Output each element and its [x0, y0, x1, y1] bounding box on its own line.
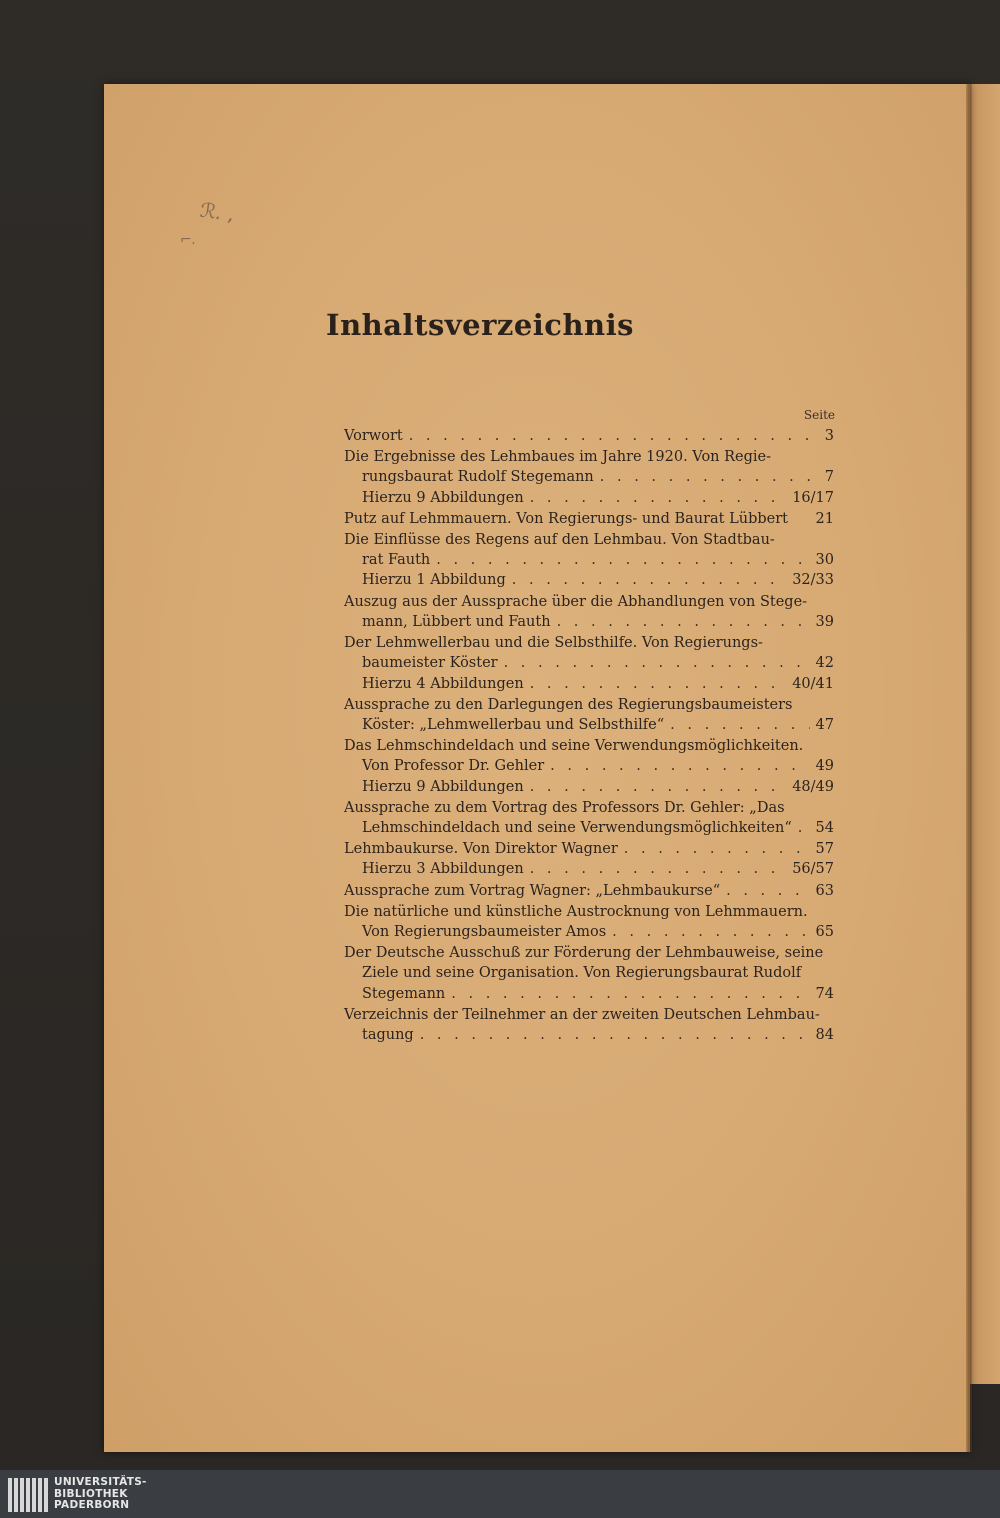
toc-entry-text: Ziele und seine Organisation. Von Regierungsbaurat Rudolf	[362, 965, 802, 982]
toc-line	[344, 467, 834, 487]
page-column-header: Seite	[803, 408, 835, 422]
toc-page-number: 42	[815, 655, 834, 672]
toc-entry-text: Hierzu 4 Abbildungen	[362, 675, 524, 692]
toc-line	[344, 881, 834, 901]
toc-entry-text: Der Lehmwellerbau und die Selbsthilfe. Von Regierungs-	[344, 634, 763, 651]
toc-line	[344, 943, 834, 963]
toc-entry-text: Putz auf Lehmmauern. Von Regierungs- und Baurat Lübbert	[344, 510, 788, 527]
toc-page-number: 7	[824, 469, 834, 486]
toc-page-number: 47	[815, 716, 834, 733]
dot-leader	[530, 859, 787, 879]
dot-leader	[530, 488, 787, 508]
toc-line	[344, 612, 834, 632]
toc-line	[344, 653, 834, 673]
toc-line	[344, 777, 834, 797]
dot-leader	[409, 426, 819, 446]
toc-line	[344, 756, 834, 776]
page-fold	[966, 84, 972, 1452]
toc-page-number: 16/17	[792, 489, 834, 506]
toc-entry-text: tagung	[362, 1026, 414, 1043]
toc-entry-text: Hierzu 9 Abbildungen	[362, 489, 524, 506]
toc-entry-text: Hierzu 3 Abbildungen	[362, 861, 524, 878]
toc-page-number: 56/57	[792, 861, 834, 878]
toc-page-number: 54	[815, 820, 834, 837]
pencil-mark: ℛ. ,	[198, 197, 237, 227]
toc-entry-text: baumeister Köster	[362, 655, 498, 672]
toc-entry-text: rungsbaurat Rudolf Stegemann	[362, 469, 594, 486]
toc-page-number: 32/33	[792, 572, 834, 589]
toc-line	[344, 1025, 834, 1045]
dot-leader	[436, 550, 809, 570]
toc-page-number: 40/41	[792, 675, 834, 692]
toc-line	[344, 818, 834, 838]
toc-line	[344, 592, 834, 612]
toc-line	[344, 984, 834, 1004]
pencil-mark: ⌐.	[180, 232, 197, 248]
toc-line	[344, 902, 834, 922]
toc-entry-text: Aussprache zu den Darlegungen des Regierungsbaumeisters	[344, 696, 793, 713]
toc-line	[344, 530, 834, 550]
dot-leader	[726, 881, 809, 901]
toc-line	[344, 570, 834, 590]
logo-line: UNIVERSITÄTS-	[54, 1476, 147, 1488]
dot-leader	[504, 653, 810, 673]
toc-page-number: 65	[815, 923, 834, 940]
dot-leader	[670, 715, 809, 735]
dot-leader	[600, 467, 819, 487]
toc-line	[344, 798, 834, 818]
page-title-text: Inhaltsverzeichnis	[326, 308, 634, 342]
toc-page-number: 21	[815, 510, 834, 527]
toc-entry-text: Stegemann	[362, 985, 446, 1002]
toc-entry-text: Von Regierungsbaumeister Amos	[362, 923, 607, 940]
toc-page-number: 39	[815, 613, 834, 630]
toc-entry-text: rat Fauth	[362, 552, 431, 569]
toc-line	[344, 488, 834, 508]
toc-line	[344, 859, 834, 879]
toc-entry-text: Die Ergebnisse des Lehmbaues im Jahre 1920. Von Regie-	[344, 449, 772, 466]
logo-line: BIBLIOTHEK	[54, 1487, 128, 1500]
toc-entry-text: Auszug aus der Aussprache über die Abhandlungen von Stege-	[344, 593, 808, 610]
toc-page-number: 3	[824, 428, 834, 444]
toc-entry-text: Die natürliche und künstliche Austrocknung von Lehmmauern.	[344, 903, 808, 920]
toc-line	[344, 426, 834, 446]
logo-line: PADERBORN	[54, 1499, 130, 1511]
toc-page-number: 84	[815, 1026, 834, 1043]
toc-entry-text: Der Deutsche Ausschuß zur Förderung der Lehmbauweise, seine	[344, 944, 824, 961]
toc-line	[344, 1005, 834, 1025]
toc-entry-text: Lehmbaukurse. Von Direktor Wagner	[344, 841, 618, 858]
toc-line	[344, 550, 834, 570]
dot-leader	[451, 984, 809, 1004]
toc-entry-text: Aussprache zu dem Vortrag des Professors Dr. Gehler: „Das	[344, 799, 785, 816]
toc-line	[344, 447, 834, 467]
dot-leader	[420, 1025, 810, 1045]
toc-entry-text: Vorwort	[344, 428, 403, 444]
toc-line	[344, 633, 834, 653]
dot-leader	[550, 756, 809, 776]
toc-line	[344, 736, 834, 756]
toc-line	[344, 509, 834, 529]
dot-leader	[530, 674, 787, 694]
dot-leader	[557, 612, 810, 632]
toc-entry-text: Lehmschindeldach und seine Verwendungsmöglichkeiten“	[362, 820, 792, 837]
toc-entry-text: Köster: „Lehmwellerbau und Selbsthilfe“	[362, 716, 665, 733]
toc-page-number: 57	[815, 841, 834, 858]
toc-line	[344, 695, 834, 715]
toc-page-number: 30	[815, 552, 834, 569]
library-logo-icon	[8, 1478, 48, 1512]
dot-leader	[530, 777, 787, 797]
toc-entry-text: Hierzu 9 Abbildungen	[362, 778, 524, 795]
toc-entry-text: Verzeichnis der Teilnehmer an der zweiten Deutschen Lehmbau-	[344, 1006, 820, 1023]
toc-line	[344, 715, 834, 735]
toc-line	[344, 839, 834, 859]
dot-leader	[624, 839, 810, 859]
toc-line	[344, 922, 834, 942]
toc-entry-text: Das Lehmschindeldach und seine Verwendungsmöglichkeiten.	[344, 738, 804, 755]
toc-entry-text: Die Einflüsse des Regens auf den Lehmbau. Von Stadtbau-	[344, 531, 775, 548]
toc-page-number: 63	[815, 882, 834, 899]
toc-line	[344, 674, 834, 694]
toc-page-number: 74	[815, 985, 834, 1002]
dot-leader	[512, 570, 786, 590]
dot-leader	[798, 818, 810, 838]
toc-entry-text: mann, Lübbert und Fauth	[362, 613, 551, 630]
next-page-edge	[970, 84, 1000, 1384]
toc-entry-text: Aussprache zum Vortrag Wagner: „Lehmbaukurse“	[344, 882, 721, 899]
toc-entry-text: Von Professor Dr. Gehler	[362, 758, 545, 775]
toc-entry-text: Hierzu 1 Abbildung	[362, 572, 506, 589]
library-logo-text	[54, 1477, 147, 1512]
dot-leader	[612, 922, 809, 942]
table-of-contents	[344, 426, 834, 1045]
toc-page-number: 49	[815, 758, 834, 775]
library-footer	[0, 1470, 1000, 1518]
toc-page-number: 48/49	[792, 778, 834, 795]
toc-line	[344, 963, 834, 983]
